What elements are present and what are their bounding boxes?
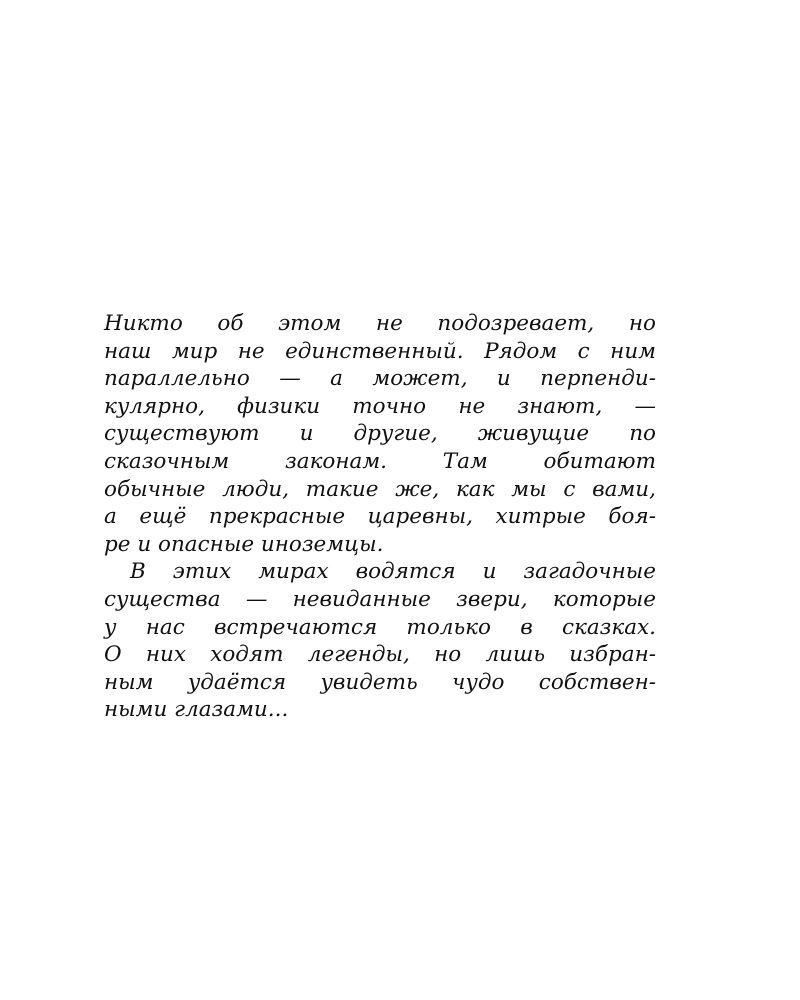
paragraph [104,558,656,724]
text-line: существуют и другие, живущие по [104,421,656,447]
text-line: обычные люди, такие же, как мы с вами, [104,476,656,502]
text-line: В этих мирах водятся и загадочные [130,559,656,585]
text-line: параллельно — а может, и перпенди- [104,366,656,392]
text-line: наш мир не единственный. Рядом с ним [104,338,656,364]
text-line: сказочным законам. Там обитают [104,448,656,474]
text-line: ным удаётся увидеть чудо собствен- [104,669,656,695]
text-line: а ещё прекрасные царевны, хитрые боя- [104,504,656,530]
text-line: ре и опасные иноземцы. [104,531,384,557]
text-line: Никто об этом не подозревает, но [104,311,656,336]
text-line: кулярно, физики точно не знают, — [104,393,656,419]
text-line: О них ходят легенды, но лишь избран- [104,642,656,668]
paragraph [104,310,656,558]
text-line: у нас встречаются только в сказках. [104,614,656,640]
body-text [104,310,656,724]
text-line: существа — невиданные звери, которые [104,586,656,612]
text-line: ными глазами... [104,697,289,723]
